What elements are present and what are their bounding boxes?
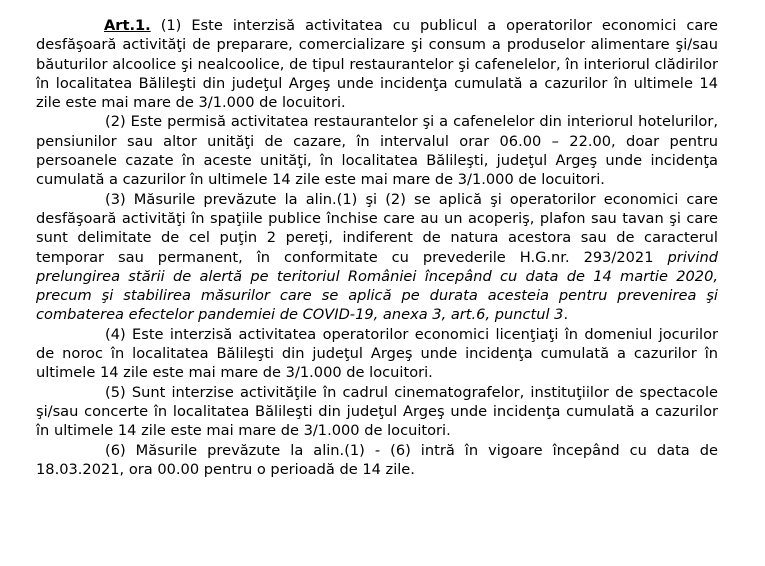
paragraph-1 xyxy=(36,16,718,112)
paragraph-6 xyxy=(36,441,718,480)
paragraph-5 xyxy=(36,383,718,441)
article-title: Art.1. xyxy=(104,17,151,34)
paragraph-3-text: (3) Măsurile prevăzute la alin.(1) şi (2) se aplică şi operatorilor economici care desfăşoară activităţi în spaţiile publice închise care au un acoperiş, plafon sau tavan şi care sunt delimitate de cel puţin 2 pereţi, indiferent de natura acestora sau de caracterul temporar sau permanent, în conformitate cu prevederile H.G.nr. 293/2021 xyxy=(36,190,718,266)
paragraph-3-italic-text: privind prelungirea stării de alertă pe teritoriul României începând cu data de 14 martie 2020, precum şi stabilirea măsurilor care se aplică pe durata acesteia pentru prevenirea şi combaterea efectelor pandemiei de COVID-19, anexa 3, art.6, punctul 3 xyxy=(36,248,718,324)
document-body xyxy=(36,16,718,479)
paragraph-6-text: (6) Măsurile prevăzute la alin.(1) - (6) intră în vigoare începând cu data de 18.03.2021, ora 00.00 pentru o perioadă de 14 zile. xyxy=(36,441,718,478)
paragraph-2 xyxy=(36,112,718,189)
paragraph-2-text: (2) Este permisă activitatea restaurantelor şi a cafenelelor din interiorul hotelurilor, pensiunilor sau altor unităţi de cazare, în intervalul orar 06.00 – 22.00, doar pentru persoanele cazate în aceste unităţi, în localitatea Bălileşti, judeţul Argeş unde incidenţa cumulată a cazurilor în ultimele 14 zile este mai mare de 3/1.000 de locuitori. xyxy=(36,113,718,189)
paragraph-3-text-end: . xyxy=(563,306,569,324)
paragraph-4 xyxy=(36,325,718,383)
paragraph-1-text: (1) Este interzisă activitatea cu publicul a operatorilor economici care desfăşoară activităţi de preparare, comercializare şi consum a produselor alimentare şi/sau băuturilor alcoolice şi nealcoolice, de tipul restaurantelor şi cafenelelor, în interiorul clădirilor în localitatea Bălileşti din judeţul Argeş unde incidenţa cumulată a cazurilor în ultimele 14 zile este mai mare de 3/1.000 de locuitori. xyxy=(36,17,718,112)
paragraph-4-text: (4) Este interzisă activitatea operatorilor economici licenţiaţi în domeniul jocurilor de noroc în localitatea Bălileşti din judeţul Argeş unde incidenţa cumulată a cazurilor în ultimele 14 zile este mai mare de 3/1.000 de locuitori. xyxy=(36,325,718,382)
paragraph-5-text: (5) Sunt interzise activităţile în cadrul cinematografelor, instituţiilor de spectacole şi/sau concerte în localitatea Bălileşti din judeţul Argeş unde incidenţa cumulată a cazurilor în ultimele 14 zile este mai mare de 3/1.000 de locuitori. xyxy=(36,383,718,440)
paragraph-3 xyxy=(36,190,718,325)
